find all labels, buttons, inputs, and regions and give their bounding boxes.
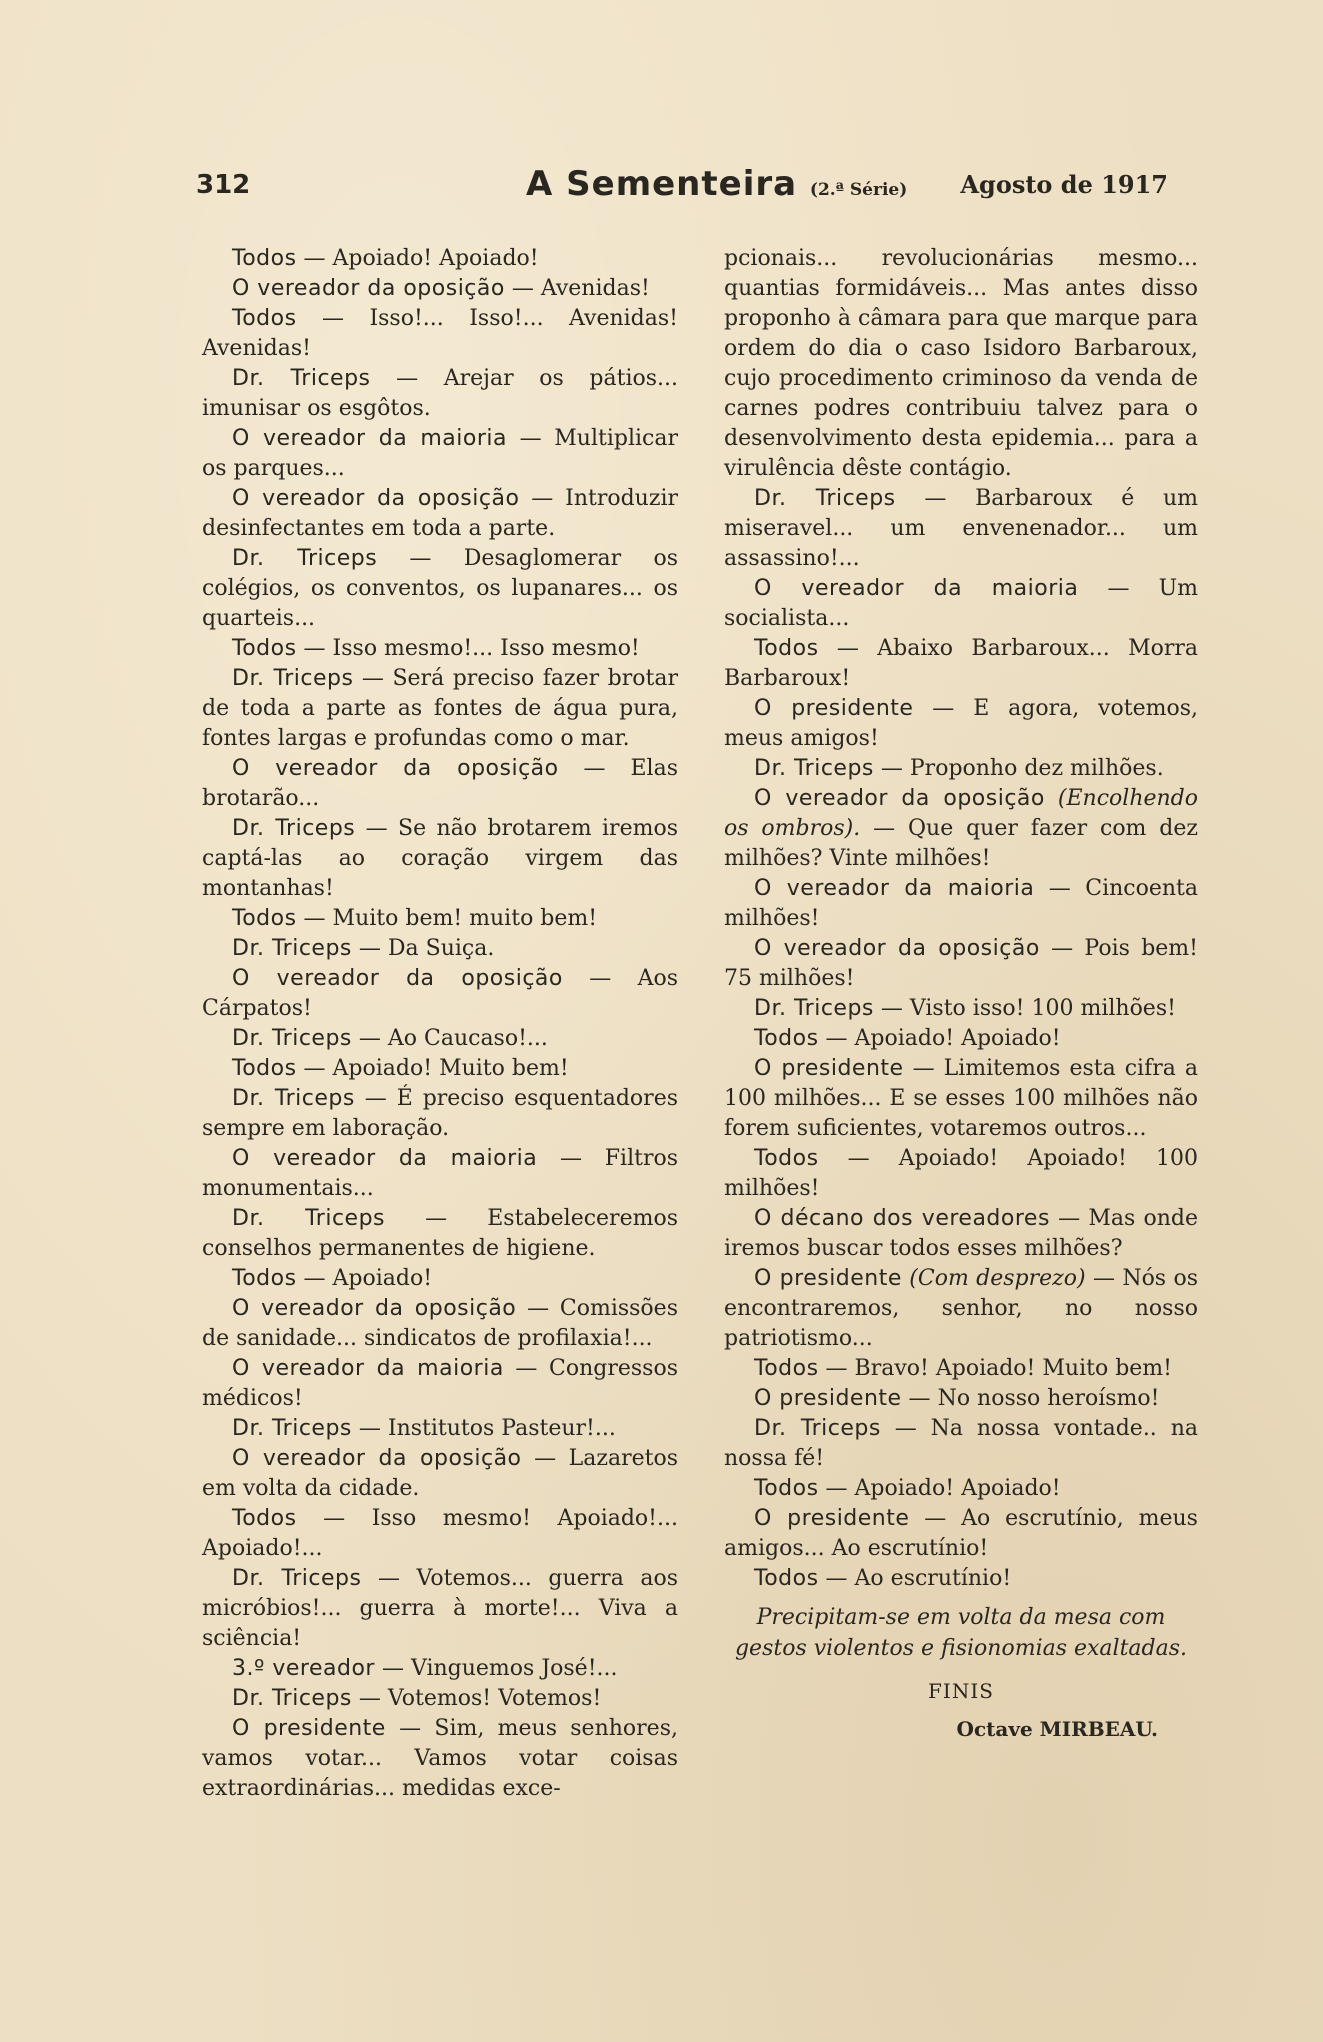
dialogue-text: Ao escrutínio! — [854, 1566, 1012, 1591]
dialogue-line — [202, 934, 678, 964]
speaker-name: Dr. Triceps — [232, 1566, 362, 1591]
page-number: 312 — [196, 170, 251, 200]
speaker-name: Todos — [232, 246, 297, 271]
speaker-separator: — — [296, 306, 370, 331]
dialogue-text: Muito bem! muito bem! — [332, 906, 598, 931]
speaker-separator: — — [351, 936, 388, 961]
dialogue-text: Que quer fazer com dez milhões? Vinte milhões! — [724, 816, 1198, 871]
dialogue-line — [724, 1204, 1198, 1264]
speaker-separator: — — [873, 756, 910, 781]
dialogue-line — [202, 274, 678, 304]
speaker-separator: — — [377, 546, 464, 571]
speaker-separator: — — [516, 1296, 560, 1321]
dialogue-text: Apoiado! — [332, 1266, 433, 1291]
dialogue-text: Introduzir desinfectantes em toda a parte. — [202, 486, 678, 541]
dialogue-line — [202, 1264, 678, 1294]
dialogue-line — [202, 1654, 678, 1684]
dialogue-text: Cincoenta milhões! — [724, 876, 1198, 931]
speaker-name: O vereador da maioria — [232, 1146, 538, 1171]
dialogue-line — [202, 1564, 678, 1654]
speaker-separator: — — [1049, 1206, 1089, 1231]
dialogue-text: Comissões de sanidade... sindicatos de profilaxia!... — [202, 1296, 678, 1351]
speaker-name: Dr. Triceps — [232, 816, 356, 841]
speaker-name: O vereador da maioria — [232, 426, 507, 451]
stage-direction: Precipitam-se em volta da mesa com gestos violentos e fisionomias exaltadas. — [734, 1605, 1188, 1661]
speaker-name: Todos — [232, 1506, 297, 1531]
dialogue-text: Mas onde iremos buscar todos esses milhões? — [724, 1206, 1198, 1261]
dialogue-text: Será preciso fazer brotar de toda a parte as fontes de água pura, fontes largas e profundas como o mar. — [202, 666, 678, 751]
speaker-name: Todos — [754, 1476, 819, 1501]
speaker-separator: — — [1085, 1266, 1123, 1291]
speaker-separator: — — [537, 1146, 605, 1171]
dialogue-text: Votemos... guerra aos micróbios!... guerra à morte!... Viva a sciência! — [202, 1566, 678, 1651]
speaker-separator: — — [818, 1146, 899, 1171]
dialogue-text: Isso!... Isso!... Avenidas! Avenidas! — [202, 306, 678, 361]
speaker-separator: — — [354, 1086, 397, 1111]
dialogue-line — [202, 244, 678, 274]
dialogue-line — [724, 574, 1198, 634]
speaker-name: Todos — [232, 1266, 297, 1291]
speaker-separator: — — [880, 1416, 931, 1441]
speaker-name: Dr. Triceps — [232, 546, 378, 571]
speaker-separator: — — [903, 1056, 944, 1081]
speaker-name: O vereador da maioria — [232, 1356, 504, 1381]
dialogue-text: Multiplicar os parques... — [202, 426, 678, 481]
stage-aside: (Encolhendo os ombros). — [724, 786, 1199, 841]
speaker-separator: — — [374, 1656, 411, 1681]
speaker-separator: — — [503, 1356, 550, 1381]
speaker-separator: — — [818, 1356, 855, 1381]
speaker-separator: — — [873, 996, 910, 1021]
dialogue-text: Estabeleceremos conselhos permanentes de higiene. — [202, 1206, 678, 1261]
speaker-name: O vereador da oposição — [232, 966, 563, 991]
speaker-separator: — — [385, 1716, 435, 1741]
dialogue-line — [724, 1264, 1198, 1354]
right-column-dialogue — [724, 244, 1198, 1594]
dialogue-text: Desaglomerar os colégios, os conventos, os lupanares... os quarteis... — [202, 546, 678, 631]
dialogue-text: Barbaroux é um miseravel... um envenenador... um assassino!... — [724, 486, 1198, 571]
dialogue-line — [724, 934, 1198, 994]
speaker-name: O presidente — [754, 1056, 904, 1081]
speaker-name: O vereador da oposição — [232, 1446, 522, 1471]
dialogue-line — [202, 1294, 678, 1354]
dialogue-text: Arejar os pátios... imunisar os esgôtos. — [202, 366, 678, 421]
dialogue-line — [202, 364, 678, 424]
author-signature: Octave MIRBEAU. — [956, 1717, 1158, 1741]
speaker-separator: — — [361, 1566, 417, 1591]
dialogue-text: Sim, meus senhores, vamos votar... Vamos votar coisas extraordinárias... medidas exce- — [202, 1716, 678, 1801]
speaker-separator: — — [1039, 936, 1085, 961]
dialogue-text: Da Suiça. — [387, 936, 495, 961]
dialogue-line — [724, 1384, 1198, 1414]
dialogue-line — [202, 1444, 678, 1504]
speaker-name: Dr. Triceps — [232, 366, 371, 391]
dialogue-text: Elas brotarão... — [202, 756, 678, 811]
stage-aside: (Com desprezo) — [909, 1266, 1086, 1291]
speaker-separator: — — [296, 636, 333, 661]
speaker-name: Dr. Triceps — [754, 486, 896, 511]
speaker-separator: — — [385, 1206, 488, 1231]
speaker-separator: — — [296, 1266, 333, 1291]
dialogue-line — [724, 1474, 1198, 1504]
dialogue-line — [724, 1414, 1198, 1474]
speaker-separator: — — [860, 816, 908, 841]
dialogue-text: Ao escrutínio, meus amigos... Ao escrutínio! — [724, 1506, 1198, 1561]
dialogue-text: Pois bem! 75 milhões! — [724, 936, 1198, 991]
dialogue-line — [202, 424, 678, 484]
speaker-separator: — — [562, 966, 638, 991]
dialogue-line — [202, 304, 678, 364]
speaker-separator: — — [355, 816, 399, 841]
dialogue-line — [202, 1354, 678, 1414]
speaker-separator: — — [521, 1446, 569, 1471]
speaker-name: Dr. Triceps — [232, 1206, 385, 1231]
dialogue-line — [724, 1054, 1198, 1144]
dialogue-line — [724, 1564, 1198, 1594]
dialogue-text: Limitemos esta cifra a 100 milhões... E se esses 100 milhões não forem suficientes, votaremos outros... — [724, 1056, 1198, 1141]
dialogue-line — [202, 1204, 678, 1264]
speaker-name: O vereador da oposição — [754, 936, 1040, 961]
dialogue-text: Apoiado! Apoiado! — [854, 1026, 1061, 1051]
dialogue-line — [724, 1144, 1198, 1204]
dialogue-text: Lazaretos em volta da cidade. — [202, 1446, 678, 1501]
dialogue-line — [202, 484, 678, 544]
dialogue-text: Na nossa vontade.. na nossa fé! — [724, 1416, 1198, 1471]
speaker-separator: — — [1034, 876, 1086, 901]
page-header — [196, 160, 1168, 206]
dialogue-line — [724, 874, 1198, 934]
dialogue-text: Proponho dez milhões. — [909, 756, 1164, 781]
speaker-name: Todos — [232, 306, 297, 331]
speaker-name: O décano dos vereadores — [754, 1206, 1050, 1231]
speaker-name: O vereador da oposição — [232, 1296, 517, 1321]
dialogue-line — [724, 244, 1198, 484]
journal-series: (2.ª Série) — [809, 180, 908, 200]
speaker-name: Dr. Triceps — [232, 1686, 352, 1711]
dialogue-line — [202, 1414, 678, 1444]
right-column — [724, 244, 1198, 1744]
speaker-separator: — — [504, 276, 541, 301]
speaker-separator: — — [519, 486, 566, 511]
dialogue-line — [202, 1084, 678, 1144]
speaker-separator: — — [351, 1416, 388, 1441]
dialogue-line — [724, 784, 1198, 874]
speaker-name: O vereador da oposição — [232, 486, 520, 511]
dialogue-line — [724, 1354, 1198, 1384]
speaker-separator: — — [351, 1026, 388, 1051]
dialogue-text: Um socialista... — [724, 576, 1198, 631]
journal-title — [526, 164, 907, 204]
dialogue-text: Avenidas! — [540, 276, 650, 301]
dialogue-text: Apoiado! Apoiado! — [332, 246, 539, 271]
dialogue-text: pcionais... revolucionárias mesmo... quantias formidáveis... Mas antes disso proponho à câmara para que marque para ordem do dia o caso Isidoro Barbaroux, cujo procedimento criminoso da venda de carnes podres contribuiu talvez para o desenvolvimento desta epidemia... para a virulência dêste contágio. — [724, 246, 1198, 481]
speaker-separator: — — [370, 366, 444, 391]
dialogue-line — [724, 694, 1198, 754]
speaker-name: O vereador da oposição — [754, 786, 1045, 811]
dialogue-text: É preciso esquentadores sempre em laboração. — [202, 1086, 679, 1141]
dialogue-text: Bravo! Apoiado! Muito bem! — [854, 1356, 1172, 1381]
speaker-name: Dr. Triceps — [754, 1416, 881, 1441]
finis-mark: FINIS — [928, 1679, 994, 1703]
speaker-name: O presidente — [754, 1506, 910, 1531]
speaker-name: O presidente — [754, 1386, 902, 1411]
dialogue-line — [724, 1504, 1198, 1564]
speaker-name: Todos — [232, 1056, 297, 1081]
speaker-separator: — — [558, 756, 631, 781]
speaker-name: Todos — [232, 636, 297, 661]
speaker-name: O vereador da maioria — [754, 576, 1079, 601]
speaker-separator: — — [296, 906, 333, 931]
dialogue-text: Apoiado! Muito bem! — [332, 1056, 569, 1081]
dialogue-text: No nosso heroísmo! — [937, 1386, 1160, 1411]
speaker-name: Dr. Triceps — [232, 1026, 352, 1051]
dialogue-text: Isso mesmo!... Isso mesmo! — [332, 636, 640, 661]
speaker-separator: — — [296, 246, 333, 271]
speaker-separator — [1045, 786, 1058, 811]
dialogue-line — [724, 484, 1198, 574]
dialogue-line — [202, 544, 678, 634]
dialogue-line — [202, 1684, 678, 1714]
dialogue-line — [202, 1714, 678, 1804]
dialogue-text: Ao Caucaso!... — [387, 1026, 548, 1051]
speaker-name: O presidente — [232, 1716, 386, 1741]
speaker-name: Todos — [754, 1146, 819, 1171]
speaker-separator: — — [506, 426, 555, 451]
speaker-separator: — — [901, 1386, 938, 1411]
speaker-name: Dr. Triceps — [232, 1086, 355, 1111]
speaker-separator: — — [1078, 576, 1159, 601]
speaker-separator: — — [818, 636, 878, 661]
speaker-name: O presidente — [754, 1266, 902, 1291]
speaker-name: Todos — [754, 1026, 819, 1051]
dialogue-line — [724, 754, 1198, 784]
dialogue-text: Aos Cárpatos! — [202, 966, 678, 1021]
dialogue-line — [202, 754, 678, 814]
issue-date: Agosto de 1917 — [960, 170, 1168, 199]
speaker-separator: — — [895, 486, 976, 511]
speaker-name: O vereador da oposição — [232, 276, 505, 301]
speaker-name: Dr. Triceps — [754, 996, 874, 1021]
dialogue-line — [202, 1144, 678, 1204]
left-column — [202, 244, 678, 1804]
dialogue-line — [724, 634, 1198, 694]
dialogue-text: Se não brotarem iremos captá-las ao coração virgem das montanhas! — [202, 816, 678, 901]
speaker-separator: — — [296, 1506, 372, 1531]
dialogue-line — [202, 814, 678, 904]
dialogue-text: Visto isso! 100 milhões! — [909, 996, 1176, 1021]
dialogue-line — [202, 904, 678, 934]
speaker-name: Todos — [754, 1356, 819, 1381]
dialogue-text: Vinguemos José!... — [410, 1656, 618, 1681]
dialogue-line — [202, 664, 678, 754]
speaker-name: O vereador da oposição — [232, 756, 559, 781]
speaker-separator: — — [818, 1026, 855, 1051]
speaker-separator: — — [296, 1056, 333, 1081]
speaker-separator: — — [818, 1476, 855, 1501]
dialogue-text: Nós os encontraremos, senhor, no nosso patriotismo... — [724, 1266, 1198, 1351]
speaker-separator: — — [818, 1566, 855, 1591]
speaker-separator: — — [353, 666, 393, 691]
dialogue-text: Abaixo Barbaroux... Morra Barbaroux! — [724, 636, 1198, 691]
speaker-name: Todos — [754, 636, 819, 661]
dialogue-line — [202, 1504, 678, 1564]
speaker-name: Dr. Triceps — [232, 936, 352, 961]
dialogue-text: Votemos! Votemos! — [387, 1686, 602, 1711]
dialogue-text: Filtros monumentais... — [202, 1146, 678, 1201]
dialogue-text: Apoiado! Apoiado! 100 milhões! — [724, 1146, 1198, 1201]
speaker-name: 3.º vereador — [232, 1656, 375, 1681]
dialogue-line — [724, 994, 1198, 1024]
dialogue-line — [202, 1054, 678, 1084]
journal-title-text: A Sementeira — [526, 164, 798, 204]
speaker-name: O presidente — [754, 696, 914, 721]
speaker-name: Todos — [232, 906, 297, 931]
speaker-separator: — — [909, 1506, 962, 1531]
dialogue-text: Isso mesmo! Apoiado!... Apoiado!... — [202, 1506, 678, 1561]
dialogue-text: Congressos médicos! — [202, 1356, 678, 1411]
speaker-name: Dr. Triceps — [754, 756, 874, 781]
speaker-separator: — — [351, 1686, 388, 1711]
speaker-name: Todos — [754, 1566, 819, 1591]
dialogue-line — [724, 1024, 1198, 1054]
dialogue-line — [202, 634, 678, 664]
dialogue-text: Institutos Pasteur!... — [387, 1416, 616, 1441]
speaker-name: Dr. Triceps — [232, 1416, 352, 1441]
dialogue-line — [202, 964, 678, 1024]
speaker-separator: — — [913, 696, 974, 721]
dialogue-text: E agora, votemos, meus amigos! — [724, 696, 1198, 751]
dialogue-text: Apoiado! Apoiado! — [854, 1476, 1061, 1501]
speaker-name: O vereador da maioria — [754, 876, 1035, 901]
speaker-name: Dr. Triceps — [232, 666, 354, 691]
dialogue-line — [202, 1024, 678, 1054]
